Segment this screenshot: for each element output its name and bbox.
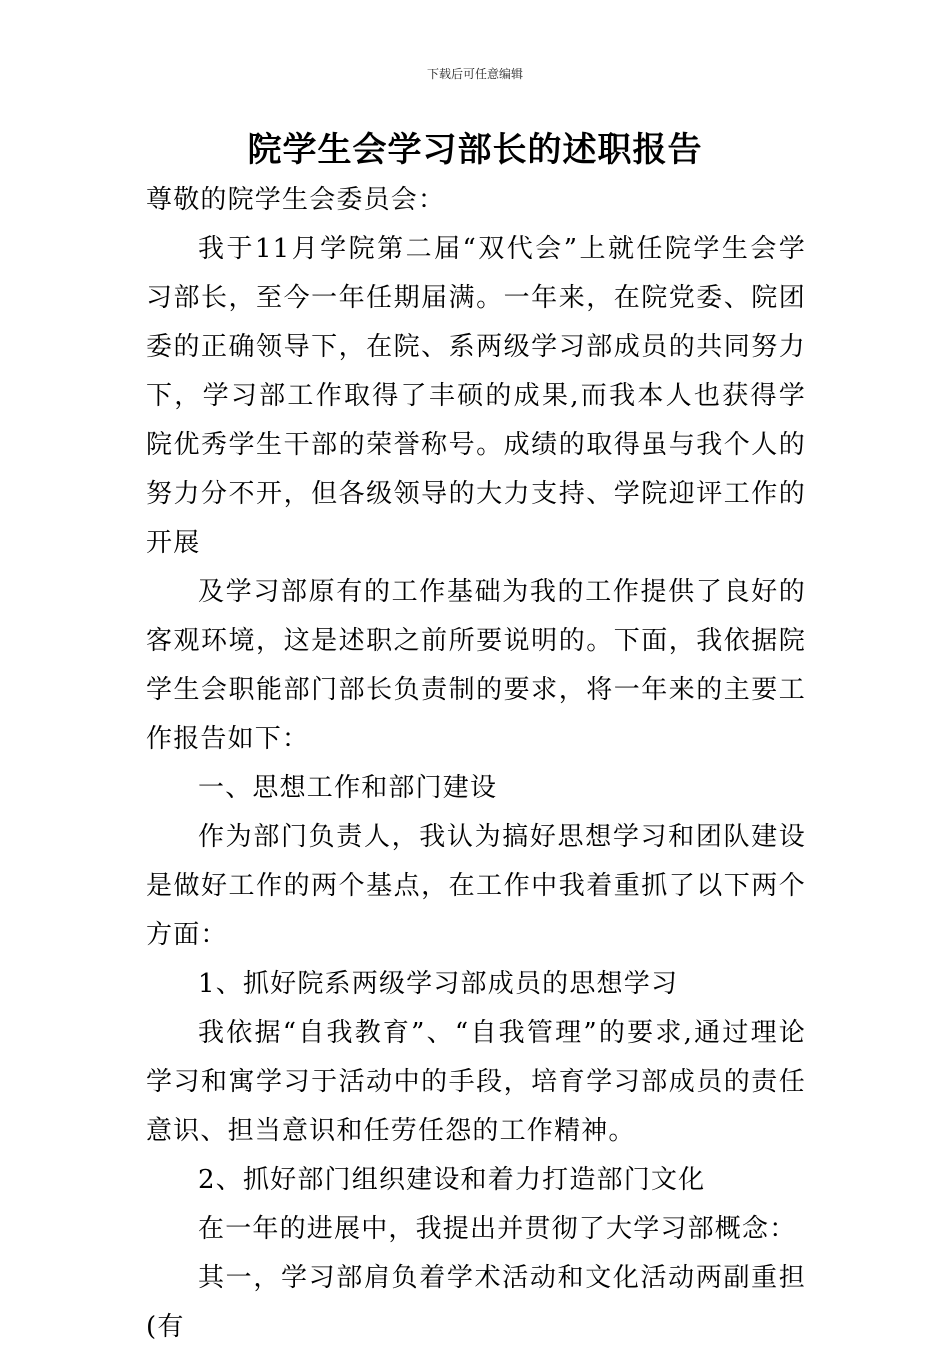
header-note: 下载后可任意编辑 [426,67,523,81]
paragraph-subsection-2: 在一年的进展中，我提出并贯彻了大学习部概念： [198,1214,797,1244]
paragraph-section-1: 作为部门负责人，我认为搞好思想学习和团队建设是做好工作的两个基点，在工作中我着重抓了以下两个方面： [146,822,806,950]
subheading-1: 1、抓好院系两级学习部成员的思想学习 [198,969,679,999]
document-body [146,176,806,1352]
paragraph-point-1: 其一，学习部肩负着学术活动和文化活动两副重担(有 [146,1263,806,1342]
paragraph-subsection-1: 我依据“自我教育”、“自我管理”的要求,通过理论学习和寓学习于活动中的手段，培育学习部成员的责任意识、担当意识和任劳任怨的工作精神。 [146,1018,806,1146]
paragraph-intro: 我于11月学院第二届“双代会”上就任院学生会学习部长，至今一年任期届满。一年来，在院党委、院团委的正确领导下，在院、系两级学习部成员的共同努力下，学习部工作取得了丰硕的成果,而我本人也获得学院优秀学生干部的荣誉称号。成绩的取得虽与我个人的努力分不开，但各级领导的大力支持、学院迎评工作的开展 [146,234,806,558]
section-heading-1: 一、思想工作和部门建设 [198,773,498,803]
document-title: 院学生会学习部长的述职报告 [247,130,703,170]
paragraph-environment: 及学习部原有的工作基础为我的工作提供了良好的客观环境，这是述职之前所要说明的。下面，我依据院学生会职能部门部长负责制的要求，将一年来的主要工作报告如下： [146,577,806,754]
subheading-2: 2、抓好部门组织建设和着力打造部门文化 [198,1165,706,1195]
salutation: 尊敬的院学生会委员会： [146,185,446,215]
